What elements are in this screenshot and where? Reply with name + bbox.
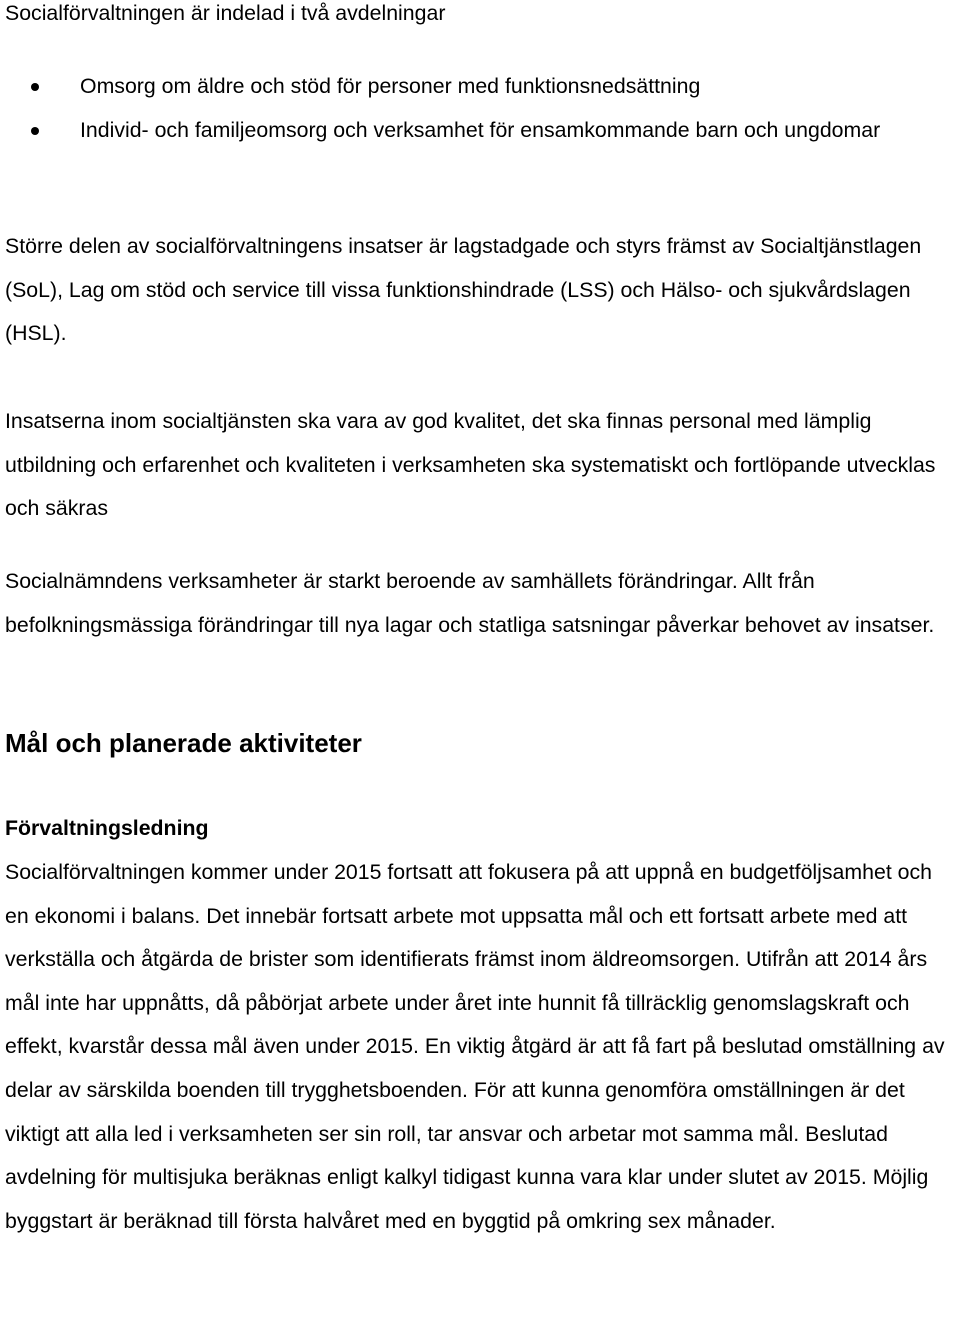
intro-text: Socialförvaltningen är indelad i två avdelningar — [5, 1, 446, 25]
body-paragraph: Socialförvaltningen kommer under 2015 fortsatt att fokusera på att uppnå en budgetföljsamhet och en ekonomi i balans. Det innebär fortsatt arbete mot uppsatta mål och ett fortsatt arbete med att verkställa och åtgärda de brister som identifierats främst inom äldreomsorgen. Utifrån att 2014 års mål inte har uppnåtts, då påbörjat arbete under året inte hunnit få tillräcklig genomslagskraft och effekt, kvarstår dessa mål även under 2015. En viktig åtgärd är att få fart på beslutad omställning av delar av särskilda boenden till trygghetsboenden. För att kunna genomföra omställningen är det viktigt att alla led i verksamheten ser sin roll, tar ansvar och arbetar mot samma mål. Beslutad avdelning för multisjuka beräknas enligt kalkyl tidigast kunna vara klar under slutet av 2015. Möjlig byggstart är beräknad till första halvåret med en byggtid på omkring sex månader. — [5, 860, 945, 1233]
paragraph: Insatserna inom socialtjänsten ska vara av god kvalitet, det ska finnas personal med lämplig utbildning och erfarenhet och kvaliteten i verksamheten ska systematiskt och fortlöpande utvecklas och säkras — [5, 409, 936, 521]
bullet-icon — [31, 127, 39, 135]
list-item — [5, 65, 957, 109]
section-heading: Mål och planerade aktiviteter — [5, 728, 362, 758]
paragraph: Socialnämndens verksamheter är starkt beroende av samhällets förändringar. Allt från befolkningsmässiga förändringar till nya lagar och statliga satsningar påverkar behovet av insatser. — [5, 569, 935, 637]
subsection-heading: Förvaltningsledning — [5, 816, 209, 840]
paragraph: Större delen av socialförvaltningens insatser är lagstadgade och styrs främst av Socialtjänstlagen (SoL), Lag om stöd och service till vissa funktionshindrade (LSS) och Hälso- och sjukvårdslagen (HSL). — [5, 234, 922, 346]
bullet-icon — [31, 83, 39, 91]
department-list — [5, 65, 957, 152]
department-label: Omsorg om äldre och stöd för personer med funktionsnedsättning — [80, 74, 701, 98]
list-item — [5, 109, 957, 153]
department-label: Individ- och familjeomsorg och verksamhet för ensamkommande barn och ungdomar — [80, 117, 881, 142]
